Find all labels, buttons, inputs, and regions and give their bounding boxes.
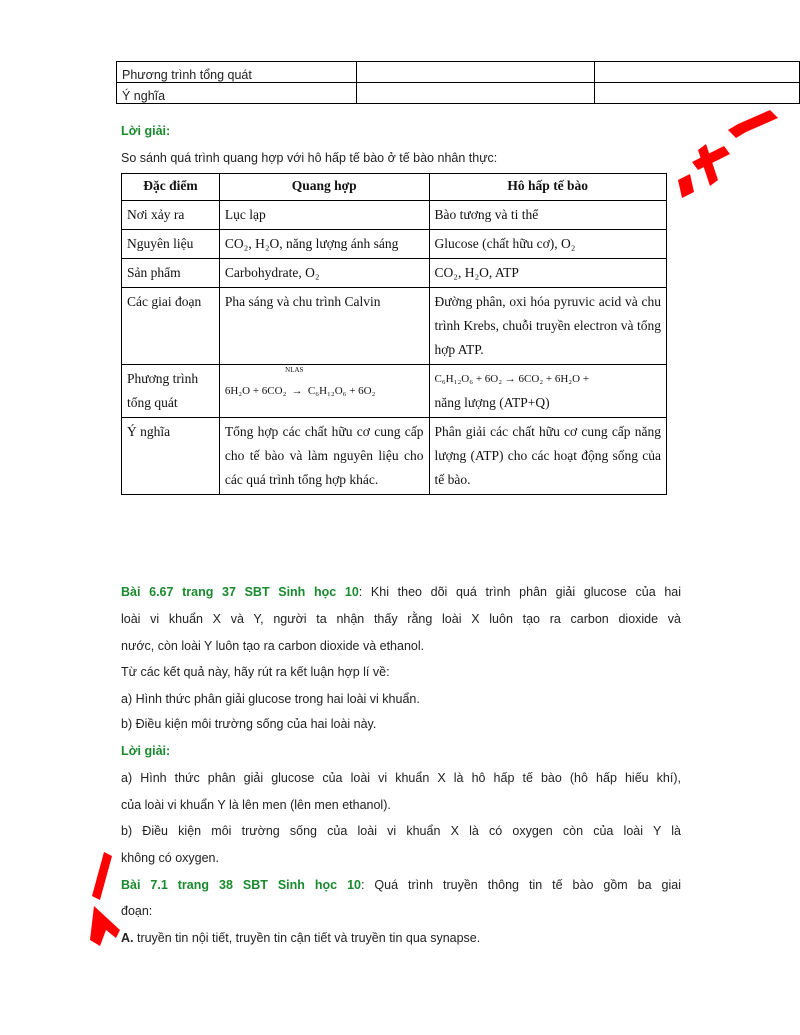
question-line: loài vi khuẩn X và Y, người ta nhận thấy rằng loài X luôn tạo ra carbon dioxide và [121, 612, 681, 626]
option-text: truyền tin nội tiết, truyền tin cận tiết và truyền tin qua synapse. [133, 931, 481, 945]
header-photosynthesis: Quang hợp [219, 174, 429, 201]
compare-intro: So sánh quá trình quang hợp với hô hấp tế bào ở tế bào nhân thực: [121, 151, 498, 165]
table-row [122, 418, 667, 495]
table-row [122, 365, 667, 418]
empty-cell [595, 62, 800, 83]
comparison-table [121, 173, 667, 495]
watermark-stroke [90, 906, 120, 946]
question-text: : Quá trình truyền thông tin tế bào gồm ba giai [360, 878, 681, 892]
answer-heading: Lời giải: [121, 124, 171, 138]
photosynthesis-equation [219, 365, 429, 418]
watermark-stroke [728, 110, 778, 138]
question-line [121, 584, 681, 600]
empty-cell [595, 83, 800, 104]
question-line: a) Hình thức phân giải glucose trong hai loài vi khuẩn. [121, 692, 420, 706]
answer-line: của loài vi khuẩn Y là lên men (lên men ethanol). [121, 798, 391, 812]
option-label: A. [121, 931, 134, 945]
equation-line: năng lượng (ATP+Q) [434, 395, 550, 410]
answer-line: a) Hình thức phân giải glucose của loài vi khuẩn X là hô hấp tế bào (hô hấp hiếu khí), [121, 771, 681, 785]
feature-cell: Các giai đoạn [122, 288, 220, 365]
previous-table-fragment [116, 61, 800, 104]
watermark-stroke [92, 852, 112, 900]
question-title-link[interactable]: Bài 6.67 trang 37 SBT Sinh học 10 [121, 585, 359, 599]
arrow-label: NLAS [285, 366, 304, 374]
photosynthesis-cell: Carbohydrate, O₂ [219, 259, 429, 288]
watermark-fragment-top [670, 110, 780, 205]
row-label: Phương trình tổng quát [117, 62, 357, 83]
watermark-stroke [678, 174, 694, 198]
respiration-cell: Bào tương và ti thể [429, 201, 667, 230]
row-label: Ý nghĩa [117, 83, 357, 104]
photosynthesis-cell: Tổng hợp các chất hữu cơ cung cấp cho tế bào và làm nguyên liệu cho các quá trình tổng hợp khác. [219, 418, 429, 495]
table-row [122, 259, 667, 288]
feature-cell: Phương trình tổng quát [122, 365, 220, 418]
respiration-cell: CO₂, H₂O, ATP [429, 259, 667, 288]
respiration-equation [429, 365, 667, 418]
table-row [122, 230, 667, 259]
feature-cell: Nơi xảy ra [122, 201, 220, 230]
question-title-link[interactable]: Bài 7.1 trang 38 SBT Sinh học 10 [121, 878, 361, 892]
watermark-fragment-bottom [86, 852, 136, 952]
table-row [117, 62, 800, 83]
feature-cell: Nguyên liệu [122, 230, 220, 259]
equation-line: C₆H₁₂O₆ + 6O₂ → 6CO₂ + 6H₂O + [434, 373, 590, 385]
photosynthesis-cell: Pha sáng và chu trình Calvin [219, 288, 429, 365]
question-line: b) Điều kiện môi trường sống của hai loài này. [121, 717, 377, 731]
photosynthesis-cell: Lục lạp [219, 201, 429, 230]
empty-cell [356, 62, 594, 83]
table-row [122, 201, 667, 230]
table-row [122, 288, 667, 365]
question-line [121, 877, 681, 893]
equation-arrow: NLAS → [285, 366, 304, 397]
photosynthesis-cell: CO₂, H₂O, năng lượng ánh sáng [219, 230, 429, 259]
equation-right: C₆H₁₂O₆ + 6O₂ [307, 385, 376, 397]
question-text: : Khi theo dõi quá trình phân giải glucose của hai [358, 585, 681, 599]
question-line: Từ các kết quả này, hãy rút ra kết luận hợp lí về: [121, 665, 390, 679]
header-respiration: Hô hấp tế bào [429, 174, 667, 201]
question-line: nước, còn loài Y luôn tạo ra carbon dioxide và ethanol. [121, 639, 425, 653]
answer-line: b) Điều kiện môi trường sống của loài vi khuẩn X là có oxygen còn của loài Y là [121, 824, 681, 838]
feature-cell: Sản phẩm [122, 259, 220, 288]
table-row [117, 83, 800, 104]
respiration-cell: Glucose (chất hữu cơ), O₂ [429, 230, 667, 259]
empty-cell [356, 83, 594, 104]
answer-line: không có oxygen. [121, 851, 219, 865]
equation-left: 6H₂O + 6CO₂ [224, 385, 287, 397]
answer-option-a[interactable] [121, 930, 681, 946]
answer-heading: Lời giải: [121, 744, 171, 758]
respiration-cell: Phân giải các chất hữu cơ cung cấp năng lượng (ATP) cho các hoạt động sống của tế bào. [429, 418, 667, 495]
feature-cell: Ý nghĩa [122, 418, 220, 495]
question-line: đoạn: [121, 904, 153, 918]
respiration-cell: Đường phân, oxi hóa pyruvic acid và chu trình Krebs, chuỗi truyền electron và tổng hợp ATP. [429, 288, 667, 365]
table-header-row [122, 174, 667, 201]
header-feature: Đặc điểm [122, 174, 220, 201]
